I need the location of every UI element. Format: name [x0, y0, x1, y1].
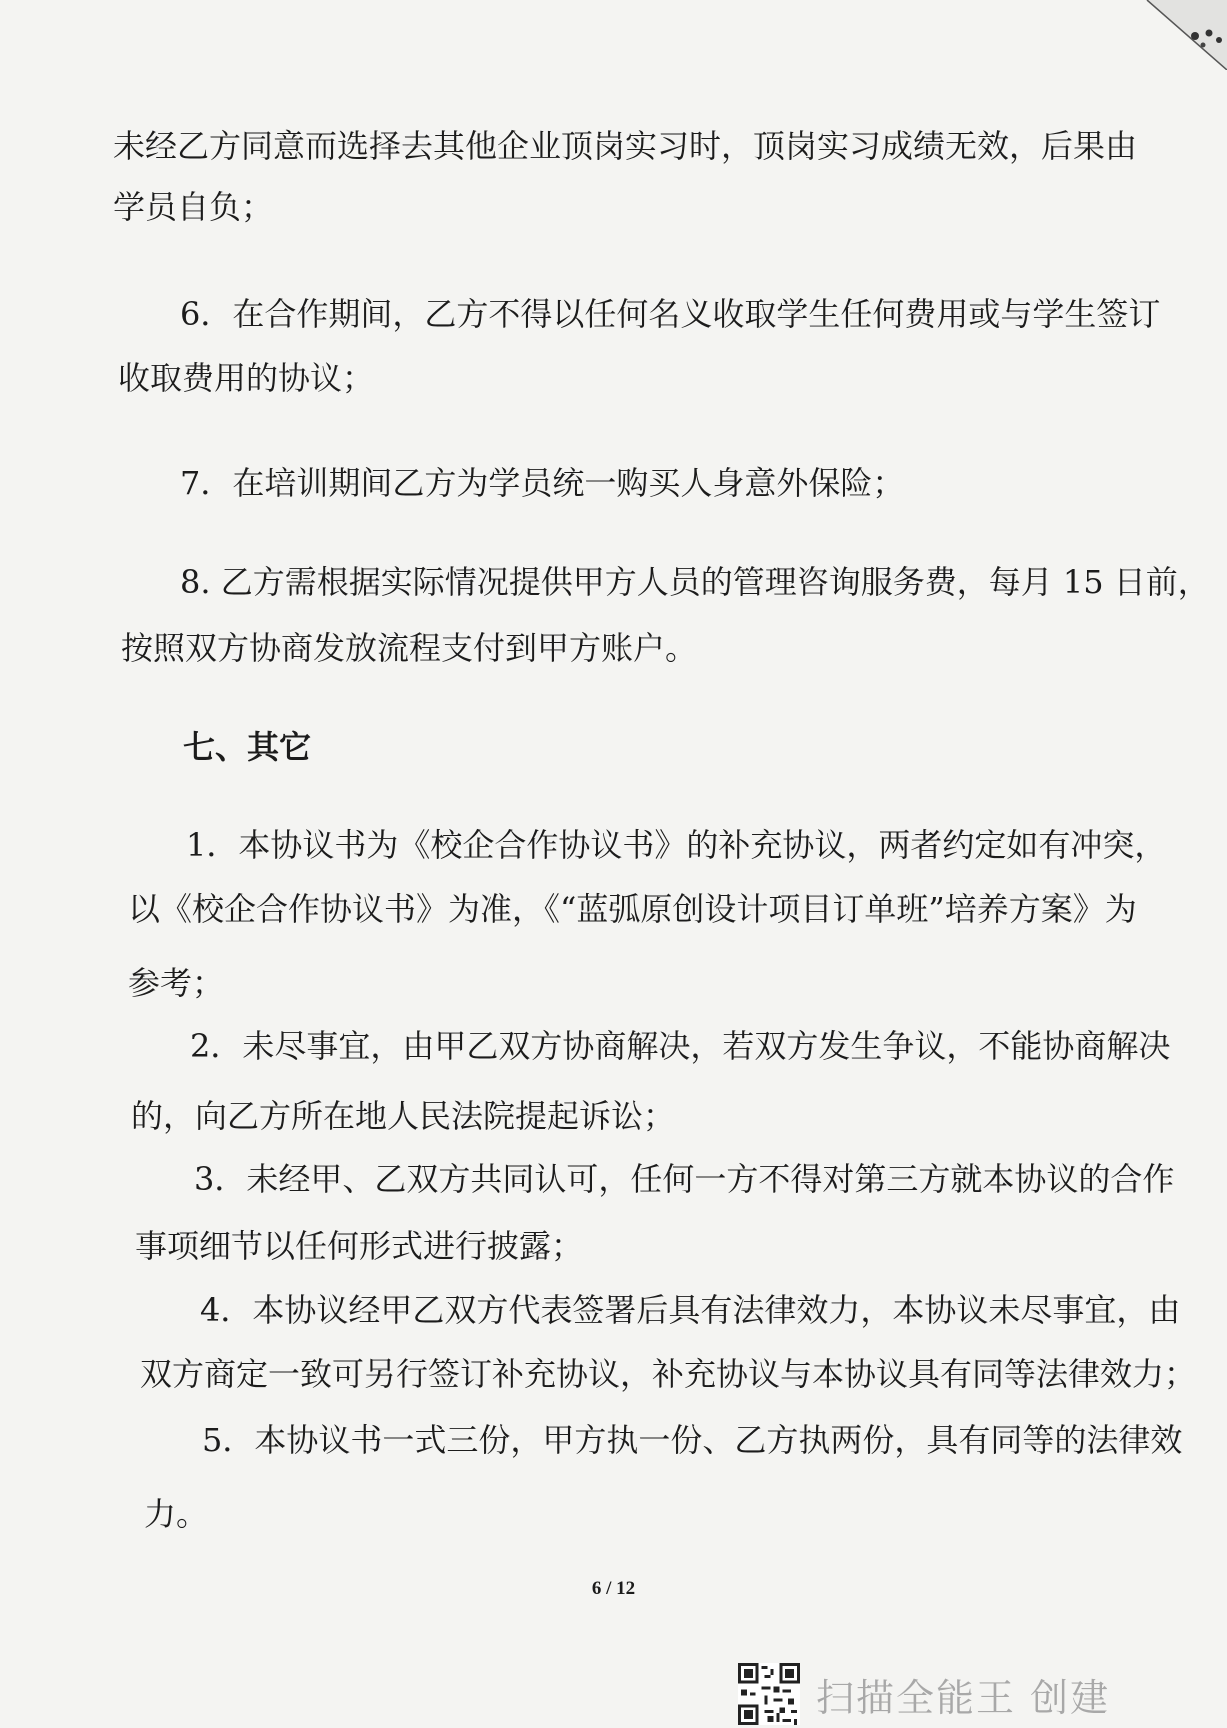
- text-line: 力。: [144, 1495, 209, 1533]
- text-line: 双方商定一致可另行签订补充协议，补充协议与本协议具有同等法律效力；: [140, 1355, 1197, 1393]
- clause-7-line: 7．在培训期间乙方为学员统一购买人身意外保险；: [180, 464, 905, 502]
- qr-code-icon: [738, 1663, 800, 1725]
- other-clause-3-line: 3．未经甲、乙双方共同认可，任何一方不得对第三方就本协议的合作: [194, 1160, 1175, 1198]
- text-line: 参考；: [128, 964, 225, 1002]
- other-clause-2-line: 2．未尽事宜，由甲乙双方协商解决，若双方发生争议，不能协商解决: [190, 1027, 1171, 1065]
- other-clause-1-line: 1．本协议书为《校企合作协议书》的补充协议，两者约定如有冲突，: [186, 826, 1167, 864]
- text-line: 按照双方协商发放流程支付到甲方账户。: [121, 629, 698, 667]
- page-corner-fold: [1077, 0, 1227, 70]
- text-line: 的，向乙方所在地人民法院提起诉讼；: [131, 1097, 676, 1135]
- scanner-watermark: [738, 1663, 1110, 1725]
- watermark-text: 扫描全能王 创建: [816, 1675, 1111, 1720]
- text-line: 以《校企合作协议书》为准，《“蓝弧原创设计项目订单班”培养方案》为: [128, 890, 1137, 928]
- other-clause-5-line: 5．本协议书一式三份，甲方执一份、乙方执两份，具有同等的法律效: [202, 1421, 1183, 1459]
- section-heading: 七、其它: [183, 728, 312, 766]
- text-line: 学员自负；: [113, 188, 274, 226]
- text-line: 事项细节以任何形式进行披露；: [135, 1227, 584, 1265]
- page-number: 6 / 12: [591, 1578, 636, 1599]
- text-line: 未经乙方同意而选择去其他企业顶岗实习时，顶岗实习成绩无效，后果由: [113, 127, 1138, 165]
- other-clause-4-line: 4．本协议经甲乙双方代表签署后具有法律效力，本协议未尽事宜，由: [200, 1291, 1181, 1329]
- clause-8-line: 8. 乙方需根据实际情况提供甲方人员的管理咨询服务费，每月 15 日前，: [180, 563, 1210, 601]
- text-line: 收取费用的协议；: [118, 359, 375, 397]
- clause-6-line: 6．在合作期间，乙方不得以任何名义收取学生任何费用或与学生签订: [180, 295, 1161, 333]
